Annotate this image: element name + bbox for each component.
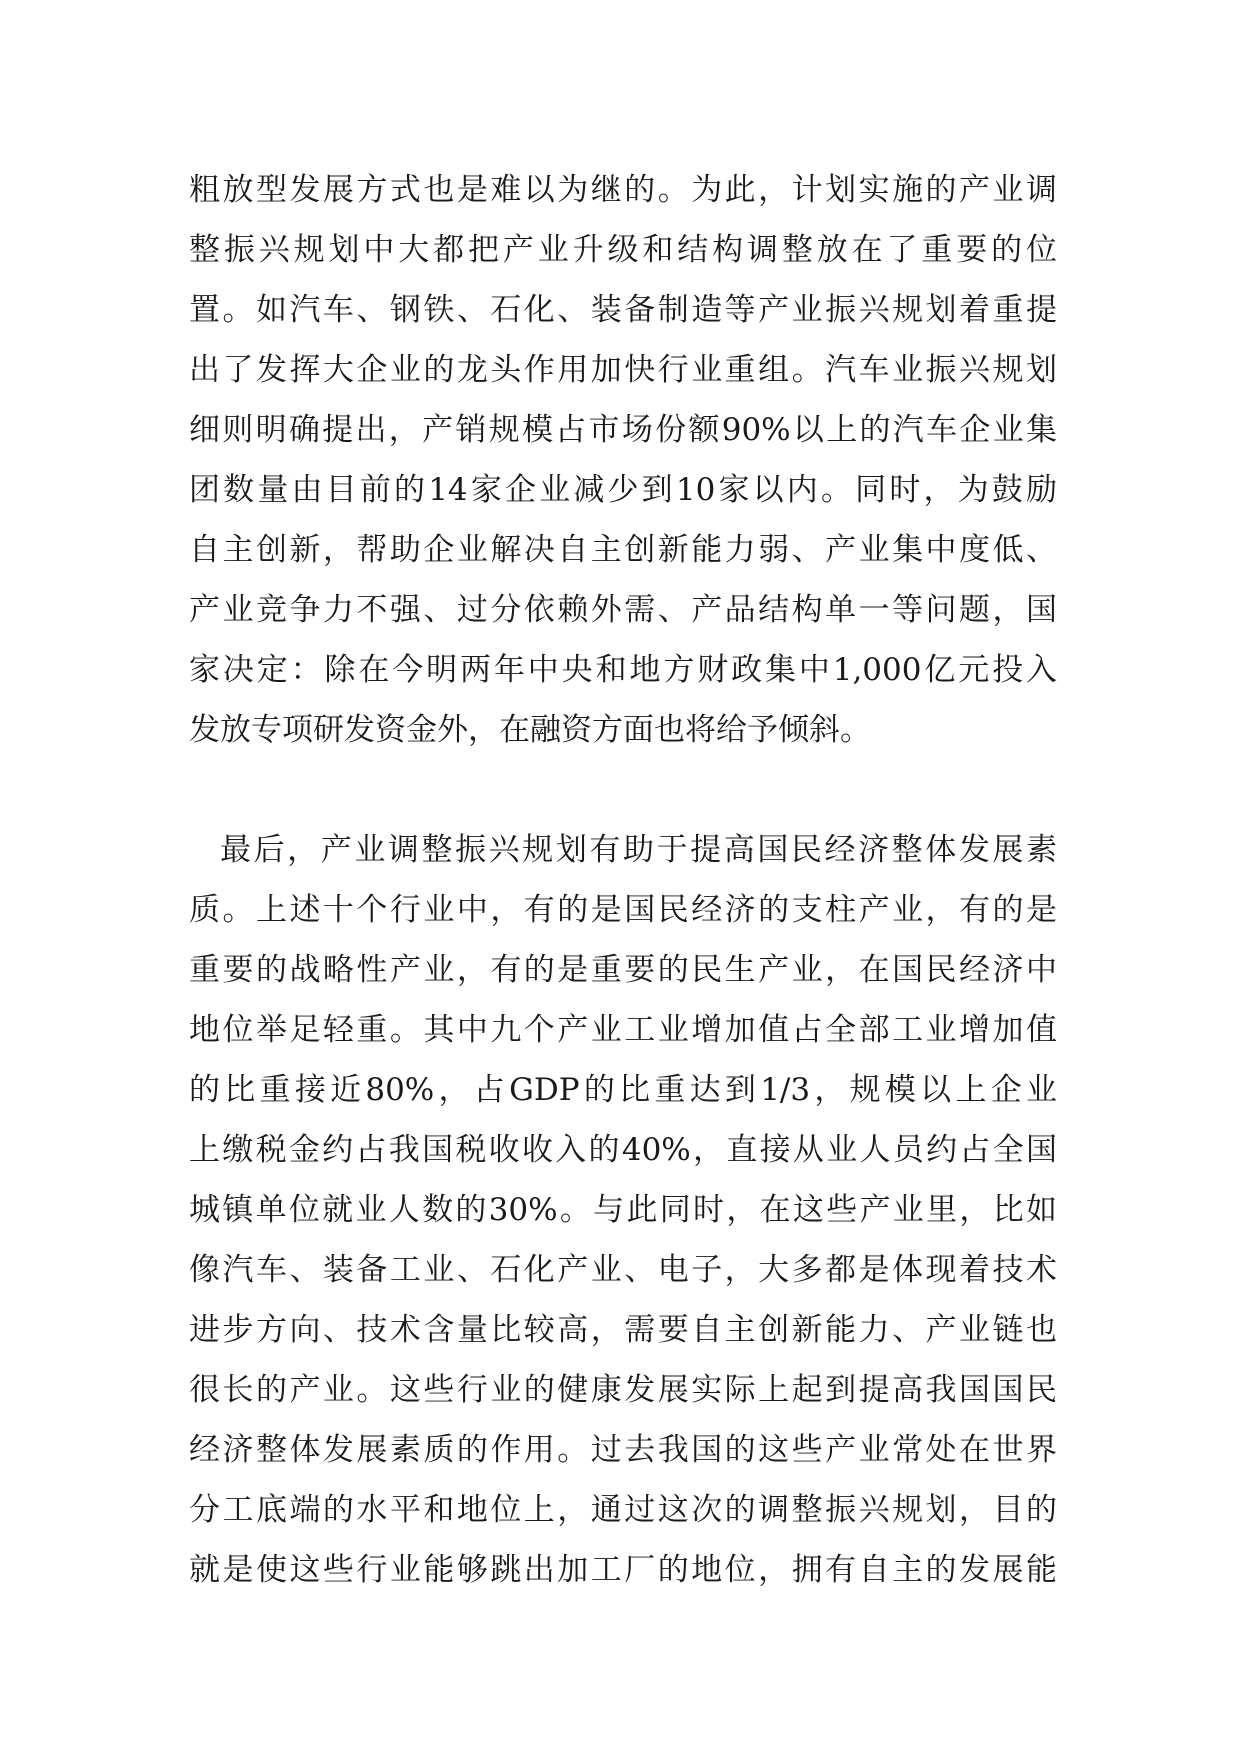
text-line: 的比重接近80%，占GDP的比重达到1/3，规模以上企业 [189, 1072, 1057, 1108]
text-line: 粗放型发展方式也是难以为继的。为此，计划实施的产业调 [189, 172, 1057, 208]
text-line: 分工底端的水平和地位上，通过这次的调整振兴规划，目的 [189, 1492, 1057, 1528]
text-line: 很长的产业。这些行业的健康发展实际上起到提高我国国民 [189, 1372, 1057, 1408]
text-line: 细则明确提出，产销规模占市场份额90%以上的汽车企业集 [189, 412, 1057, 448]
text-line: 整振兴规划中大都把产业升级和结构调整放在了重要的位 [189, 232, 1057, 268]
paragraph-spacer [189, 760, 1057, 820]
text-line: 地位举足轻重。其中九个产业工业增加值占全部工业增加值 [189, 1012, 1057, 1048]
text-line: 产业竞争力不强、过分依赖外需、产品结构单一等问题，国 [189, 592, 1057, 628]
text-line: 重要的战略性产业，有的是重要的民生产业，在国民经济中 [189, 952, 1057, 988]
text-line: 像汽车、装备工业、石化产业、电子，大多都是体现着技术 [189, 1252, 1057, 1288]
text-line: 出了发挥大企业的龙头作用加快行业重组。汽车业振兴规划 [189, 352, 1057, 388]
text-line: 上缴税金约占我国税收收入的40%，直接从业人员约占全国 [189, 1132, 1057, 1168]
text-line: 最后，产业调整振兴规划有助于提高国民经济整体发展素 [220, 832, 1057, 868]
text-line: 经济整体发展素质的作用。过去我国的这些产业常处在世界 [189, 1432, 1057, 1468]
text-line: 置。如汽车、钢铁、石化、装备制造等产业振兴规划着重提 [189, 292, 1057, 328]
text-line: 城镇单位就业人数的30%。与此同时，在这些产业里，比如 [189, 1192, 1057, 1228]
text-line: 就是使这些行业能够跳出加工厂的地位，拥有自主的发展能 [189, 1552, 1057, 1588]
text-line: 家决定：除在今明两年中央和地方财政集中1,000亿元投入 [189, 652, 1057, 688]
text-line: 自主创新，帮助企业解决自主创新能力弱、产业集中度低、 [189, 532, 1057, 568]
paragraph-2 [189, 820, 1057, 1600]
document-body [189, 160, 1057, 1600]
text-line: 团数量由目前的14家企业减少到10家以内。同时，为鼓励 [189, 472, 1057, 508]
paragraph-1 [189, 160, 1057, 760]
text-line: 发放专项研发资金外，在融资方面也将给予倾斜。 [189, 712, 871, 748]
text-line: 进步方向、技术含量比较高，需要自主创新能力、产业链也 [189, 1312, 1057, 1348]
text-line: 质。上述十个行业中，有的是国民经济的支柱产业，有的是 [189, 892, 1057, 928]
